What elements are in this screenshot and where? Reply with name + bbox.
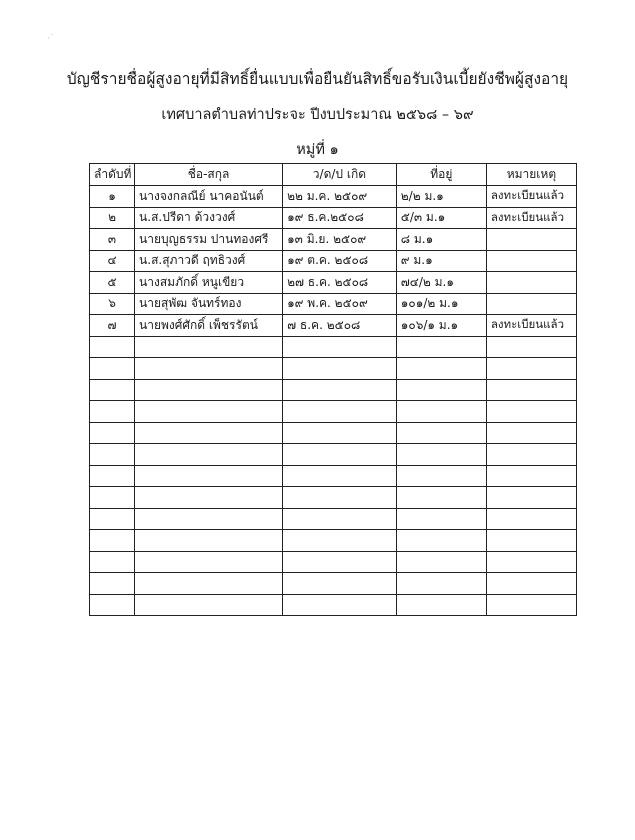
empty-cell (486, 444, 576, 466)
empty-cell (486, 401, 576, 423)
empty-cell (283, 530, 397, 552)
table-row (90, 250, 577, 272)
empty-table-row (90, 379, 577, 401)
cell-name: นายบุญธรรม ปานทองศรี (135, 229, 283, 251)
empty-cell (135, 487, 283, 509)
empty-cell (486, 422, 576, 444)
cell-birthdate: ๒๗ ธ.ค. ๒๕๐๘ (283, 272, 397, 294)
empty-cell (90, 422, 135, 444)
empty-table-row (90, 573, 577, 595)
empty-cell (396, 444, 486, 466)
cell-address: ๑๐๖/๑ ม.๑ (396, 315, 486, 337)
cell-remarks (486, 272, 576, 294)
cell-address: ๗๔/๒ ม.๑ (396, 272, 486, 294)
cell-name: นางสมภักดิ์ หนูเขียว (135, 272, 283, 294)
empty-cell (90, 465, 135, 487)
cell-number: ๕ (90, 272, 135, 294)
empty-cell (486, 379, 576, 401)
empty-cell (90, 573, 135, 595)
empty-cell (396, 551, 486, 573)
empty-table-row (90, 401, 577, 423)
empty-cell (90, 444, 135, 466)
cell-name: นายพงศ์ศักดิ์ เพ็ชรรัตน์ (135, 315, 283, 337)
table-header-row (90, 164, 577, 186)
table-row (90, 207, 577, 229)
empty-cell (486, 336, 576, 358)
empty-cell (283, 508, 397, 530)
empty-table-row (90, 465, 577, 487)
empty-table-row (90, 336, 577, 358)
empty-cell (90, 508, 135, 530)
empty-cell (396, 487, 486, 509)
empty-cell (396, 465, 486, 487)
empty-cell (283, 422, 397, 444)
header-birthdate: ว/ด/ป เกิด (283, 164, 397, 186)
empty-cell (283, 487, 397, 509)
empty-cell (283, 358, 397, 380)
cell-address: ๕/๓ ม.๑ (396, 207, 486, 229)
empty-table-row (90, 422, 577, 444)
document-subtitle: เทศบาลตำบลท่าประจะ ปีงบประมาณ ๒๕๖๘ – ๖๙ (161, 107, 474, 123)
empty-cell (283, 551, 397, 573)
empty-cell (90, 530, 135, 552)
empty-cell (486, 508, 576, 530)
empty-cell (283, 379, 397, 401)
empty-cell (486, 465, 576, 487)
empty-cell (135, 551, 283, 573)
cell-remarks (486, 293, 576, 315)
empty-cell (90, 487, 135, 509)
cell-birthdate: ๑๓ มิ.ย. ๒๕๐๙ (283, 229, 397, 251)
cell-birthdate: ๑๙ ธ.ค.๒๕๐๘ (283, 207, 397, 229)
empty-table-row (90, 358, 577, 380)
empty-cell (135, 508, 283, 530)
village-label: หมู่ที่ ๑ (296, 142, 339, 158)
empty-cell (90, 336, 135, 358)
empty-cell (135, 336, 283, 358)
cell-birthdate: ๑๙ ต.ค. ๒๕๐๘ (283, 250, 397, 272)
empty-cell (283, 465, 397, 487)
header-address: ที่อยู่ (396, 164, 486, 186)
empty-cell (90, 358, 135, 380)
empty-cell (486, 358, 576, 380)
document-title: บัญชีรายชื่อผู้สูงอายุที่มีสิทธิ์ยื่นแบบเพื่อยืนยันสิทธิ์ขอรับเงินเบี้ยยังชีพผู้สูงอายุ (66, 70, 569, 88)
cell-remarks: ลงทะเบียนแล้ว (486, 315, 576, 337)
cell-remarks: ลงทะเบียนแล้ว (486, 186, 576, 208)
empty-cell (135, 594, 283, 616)
cell-birthdate: ๒๒ ม.ค. ๒๕๐๙ (283, 186, 397, 208)
empty-table-row (90, 444, 577, 466)
cell-remarks (486, 250, 576, 272)
cell-number: ๔ (90, 250, 135, 272)
cell-remarks: ลงทะเบียนแล้ว (486, 207, 576, 229)
table-row (90, 315, 577, 337)
scan-speck: ·˙ (47, 34, 55, 44)
empty-table-row (90, 487, 577, 509)
empty-cell (396, 379, 486, 401)
empty-cell (486, 573, 576, 595)
cell-number: ๓ (90, 229, 135, 251)
empty-cell (396, 508, 486, 530)
empty-cell (90, 594, 135, 616)
empty-cell (135, 358, 283, 380)
empty-cell (486, 487, 576, 509)
table-body (90, 186, 577, 616)
empty-cell (396, 594, 486, 616)
cell-name: นายสุพัฒ จันทร์ทอง (135, 293, 283, 315)
empty-cell (90, 379, 135, 401)
empty-cell (396, 358, 486, 380)
empty-cell (135, 573, 283, 595)
empty-cell (283, 573, 397, 595)
empty-cell (283, 401, 397, 423)
cell-birthdate: ๑๙ พ.ค. ๒๕๐๙ (283, 293, 397, 315)
empty-cell (90, 551, 135, 573)
table-row (90, 186, 577, 208)
cell-birthdate: ๗ ธ.ค. ๒๕๐๘ (283, 315, 397, 337)
empty-cell (486, 530, 576, 552)
cell-number: ๑ (90, 186, 135, 208)
cell-name: น.ส.ปรีดา ด้วงวงศ์ (135, 207, 283, 229)
cell-address: ๙ ม.๑ (396, 250, 486, 272)
empty-cell (135, 379, 283, 401)
empty-cell (135, 530, 283, 552)
empty-cell (396, 336, 486, 358)
empty-cell (396, 401, 486, 423)
header-number: ลำดับที่ (90, 164, 135, 186)
empty-cell (283, 594, 397, 616)
empty-table-row (90, 530, 577, 552)
empty-cell (396, 422, 486, 444)
cell-number: ๖ (90, 293, 135, 315)
cell-number: ๒ (90, 207, 135, 229)
empty-cell (135, 422, 283, 444)
cell-name: นางจงกลณีย์ นาคอนันต์ (135, 186, 283, 208)
table-row (90, 229, 577, 251)
header-remarks: หมายเหตุ (486, 164, 576, 186)
cell-name: น.ส.สุภาวดี ฤทธิวงศ์ (135, 250, 283, 272)
cell-address: ๑๐๑/๒ ม.๑ (396, 293, 486, 315)
empty-cell (486, 594, 576, 616)
cell-number: ๗ (90, 315, 135, 337)
empty-cell (283, 336, 397, 358)
empty-cell (135, 444, 283, 466)
empty-table-row (90, 508, 577, 530)
cell-remarks (486, 229, 576, 251)
empty-cell (135, 465, 283, 487)
empty-cell (135, 401, 283, 423)
empty-cell (396, 530, 486, 552)
header-name: ชื่อ-สกุล (135, 164, 283, 186)
empty-table-row (90, 594, 577, 616)
elderly-registry-table (89, 163, 577, 616)
empty-table-row (90, 551, 577, 573)
empty-cell (283, 444, 397, 466)
empty-cell (396, 573, 486, 595)
table-row (90, 293, 577, 315)
empty-cell (486, 551, 576, 573)
cell-address: ๒/๒ ม.๑ (396, 186, 486, 208)
cell-address: ๘ ม.๑ (396, 229, 486, 251)
empty-cell (90, 401, 135, 423)
table-row (90, 272, 577, 294)
